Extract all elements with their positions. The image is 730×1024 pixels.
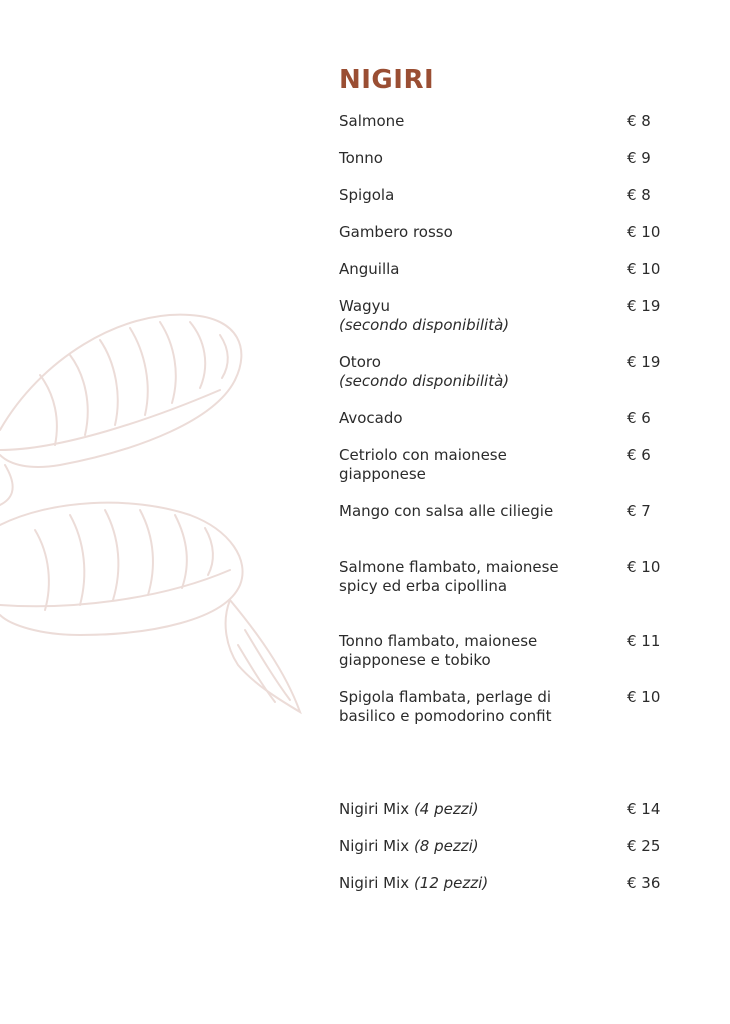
item-price: € 10: [627, 223, 661, 241]
item-name: Spigola: [339, 186, 395, 204]
item-name: Mango con salsa alle ciliegie: [339, 502, 554, 520]
item-name: Otoro: [339, 353, 381, 371]
section-title: NIGIRI: [339, 65, 435, 95]
menu-item: [339, 260, 679, 279]
item-price: € 10: [627, 260, 661, 278]
menu-item: [339, 409, 679, 428]
mix-qty: (4 pezzi): [413, 800, 479, 818]
mix-name-line: [339, 800, 569, 819]
item-price: € 7: [627, 502, 651, 520]
item-note: (secondo disponibilità): [339, 316, 510, 334]
menu-item: [339, 502, 679, 521]
item-price: € 9: [627, 149, 651, 167]
menu-item: [339, 446, 679, 484]
menu-item: [339, 688, 679, 726]
item-price: € 8: [627, 186, 651, 204]
mix-name: Nigiri Mix: [339, 800, 410, 818]
mix-name: Nigiri Mix: [339, 874, 410, 892]
item-price: € 19: [627, 353, 661, 371]
mix-name: Nigiri Mix: [339, 837, 410, 855]
menu-item: [339, 353, 679, 391]
mix-item: [339, 837, 679, 856]
item-name: Tonno flambato, maionese giapponese e tobiko: [339, 632, 538, 669]
item-price: € 19: [627, 297, 661, 315]
mix-item: [339, 800, 679, 819]
item-price: € 8: [627, 112, 651, 130]
menu-item: [339, 149, 679, 168]
mix-name-line: [339, 837, 569, 856]
item-name: Tonno: [339, 149, 383, 167]
item-price: € 10: [627, 558, 661, 576]
item-name: Salmone flambato, maionese spicy ed erba cipollina: [339, 558, 559, 595]
menu-item: [339, 632, 679, 670]
item-name: Avocado: [339, 409, 403, 427]
menu-item: [339, 558, 679, 596]
item-price: € 6: [627, 446, 651, 464]
item-name: Spigola flambata, perlage di basilico e pomodorino confit: [339, 688, 552, 725]
item-note: (secondo disponibilità): [339, 372, 510, 390]
item-name: Cetriolo con maionese giapponese: [339, 446, 507, 483]
mix-qty: (8 pezzi): [413, 837, 479, 855]
item-name: Gambero rosso: [339, 223, 453, 241]
mix-price: € 36: [627, 874, 661, 892]
item-price: € 6: [627, 409, 651, 427]
mix-name-line: [339, 874, 569, 893]
mix-price: € 25: [627, 837, 661, 855]
item-name: Salmone: [339, 112, 405, 130]
item-name: Anguilla: [339, 260, 400, 278]
item-price: € 11: [627, 632, 661, 650]
nigiri-menu: [339, 62, 679, 892]
mix-item: [339, 874, 679, 893]
nigiri-sketch-illustration: [0, 300, 310, 730]
mix-qty: (12 pezzi): [413, 874, 489, 892]
menu-item: [339, 223, 679, 242]
menu-item: [339, 186, 679, 205]
menu-item: [339, 297, 679, 335]
item-name: Wagyu: [339, 297, 390, 315]
menu-item: [339, 112, 679, 131]
item-price: € 10: [627, 688, 661, 706]
mix-price: € 14: [627, 800, 661, 818]
